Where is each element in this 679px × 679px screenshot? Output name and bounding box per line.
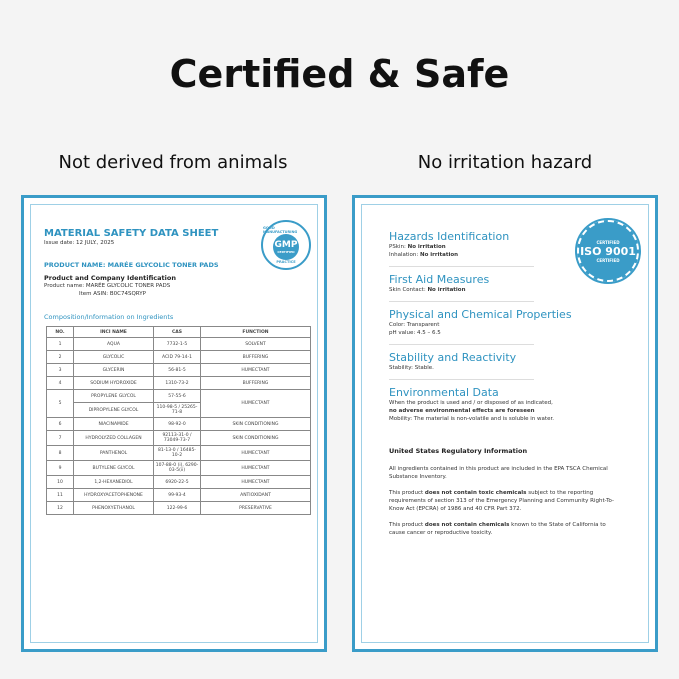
table-cell: SKIN CONDITIONING [201, 418, 311, 431]
ingredients-table [46, 326, 311, 515]
hazards-heading: Hazards Identification [389, 230, 510, 243]
table-cell: 10 [47, 476, 74, 489]
phys-heading: Physical and Chemical Properties [389, 308, 572, 321]
composition-heading: Composition/Information on Ingredients [44, 313, 174, 321]
iso-badge: CERTIFIED ISO 9001 CERTIFIED [577, 220, 639, 282]
table-cell: HUMECTANT [201, 461, 311, 476]
table-header: FUNCTION [201, 327, 311, 338]
table-cell: 122-99-6 [154, 502, 201, 515]
table-cell: 6 [47, 418, 74, 431]
table-cell: BUFFERING [201, 351, 311, 364]
table-cell: 3 [47, 364, 74, 377]
table-cell: HYDROXYACETOPHENONE [74, 489, 154, 502]
table-cell: 1,2-HEXANEDIOL [74, 476, 154, 489]
table-cell: HYDROLYZED COLLAGEN [74, 431, 154, 446]
table-cell: ANTIOXIDANT [201, 489, 311, 502]
table-cell: GLYCOLIC [74, 351, 154, 364]
env-heading: Environmental Data [389, 386, 499, 399]
table-row [47, 502, 311, 515]
table-cell: 98-92-0 [154, 418, 201, 431]
table-cell: 11 [47, 489, 74, 502]
table-row [47, 351, 311, 364]
product-name-heading: PRODUCT NAME: MARÉE GLYCOLIC TONER PADS [44, 261, 219, 269]
table-cell: PANTHENOL [74, 446, 154, 461]
table-cell: PHENOXYETHANOL [74, 502, 154, 515]
table-row [47, 364, 311, 377]
table-cell: 56-81-5 [154, 364, 201, 377]
table-row [47, 489, 311, 502]
page-title: Certified & Safe [169, 52, 510, 96]
table-cell: DIPROPYLENE GLYCOL [74, 403, 154, 418]
table-cell: PROPYLENE GLYCOL [74, 390, 154, 403]
msds-title: MATERIAL SAFETY DATA SHEET [44, 228, 219, 239]
table-cell: PRESERVATIVE [201, 502, 311, 515]
item-asin: Item ASIN: B0C74SQRYP [79, 291, 146, 297]
gmp-badge: GOOD MANUFACTURING GMP CERTIFIED PRACTICE [261, 220, 311, 270]
table-cell: BUTYLENE GLYCOL [74, 461, 154, 476]
table-cell: 5 [47, 390, 74, 418]
hazards-card: CERTIFIED ISO 9001 CERTIFIED Hazards Identification PSkin: No irritation Inhalation: No irritation First Aid Measures Skin Contact: No irritation Physical and Chemical Properties Color: Transparent pH value: 4.5 – 6.5 Stability and Reactivity Stability: Stable. Environmental Data When the product is used and / or disposed of as indicated, no adverse environmental effects are foreseen Mobility: The material is non-volatile and is soluble in water. United States Regulatory Information All ingredients contained in this product are included in the EPA TSCA Chemical Substance Inventory. This product does not contain toxic chemicals subject to the reporting requirements of section 313 of the Emergency Planning and Community Right-To-Know Act (EPCRA) of 1986 and 40 CFR Part 372. This product does not contain chemicals known to the State of California to cause cancer or reproductive toxicity. [352, 195, 658, 652]
table-row [47, 377, 311, 390]
table-cell: 110-98-5 / 25265-71-8 [154, 403, 201, 418]
table-cell: SOLVENT [201, 338, 311, 351]
table-cell: HUMECTANT [201, 390, 311, 418]
table-cell: ACID 79-14-1 [154, 351, 201, 364]
table-row [47, 446, 311, 461]
table-row [47, 431, 311, 446]
table-cell: 12 [47, 502, 74, 515]
left-subtitle: Not derived from animals [58, 152, 288, 173]
table-cell: 6920-22-5 [154, 476, 201, 489]
table-row [47, 476, 311, 489]
table-cell: 81-13-0 / 16485-10-2 [154, 446, 201, 461]
table-cell: 9 [47, 461, 74, 476]
table-cell: 2 [47, 351, 74, 364]
table-cell: BUFFERING [201, 377, 311, 390]
table-row [47, 390, 311, 403]
table-row [47, 461, 311, 476]
table-header: NO. [47, 327, 74, 338]
table-cell: HUMECTANT [201, 446, 311, 461]
first-aid-heading: First Aid Measures [389, 273, 490, 286]
table-cell: HUMECTANT [201, 364, 311, 377]
table-cell: SKIN CONDITIONING [201, 431, 311, 446]
table-row [47, 338, 311, 351]
table-cell: NIACINAMIDE [74, 418, 154, 431]
table-cell: 7 [47, 431, 74, 446]
table-cell: 1310-73-2 [154, 377, 201, 390]
msds-card [21, 195, 327, 652]
table-cell: GLYCERIN [74, 364, 154, 377]
table-cell: 8 [47, 446, 74, 461]
table-cell: SODIUM HYDROXIDE [74, 377, 154, 390]
table-cell: 92113-31-0 / 73049-73-7 [154, 431, 201, 446]
right-subtitle: No irritation hazard [417, 152, 593, 173]
table-cell: 7732-1-5 [154, 338, 201, 351]
table-cell: 57-55-6 [154, 390, 201, 403]
table-cell: 1 [47, 338, 74, 351]
table-cell: 4 [47, 377, 74, 390]
table-header: INCI NAME [74, 327, 154, 338]
issue-date: Issue date: 12 JULY., 2025 [44, 240, 115, 246]
stability-heading: Stability and Reactivity [389, 351, 517, 364]
table-cell: AQUA [74, 338, 154, 351]
table-row [47, 418, 311, 431]
table-cell: 99-93-4 [154, 489, 201, 502]
us-reg-heading: United States Regulatory Information [389, 447, 528, 455]
product-name: Product name: MARÉE GLYCOLIC TONER PADS [44, 283, 171, 289]
table-header: CAS [154, 327, 201, 338]
table-cell: 107-88-0 (i), 6290-03-5(ii) [154, 461, 201, 476]
table-cell: HUMECTANT [201, 476, 311, 489]
pci-heading: Product and Company Identification [44, 274, 176, 282]
